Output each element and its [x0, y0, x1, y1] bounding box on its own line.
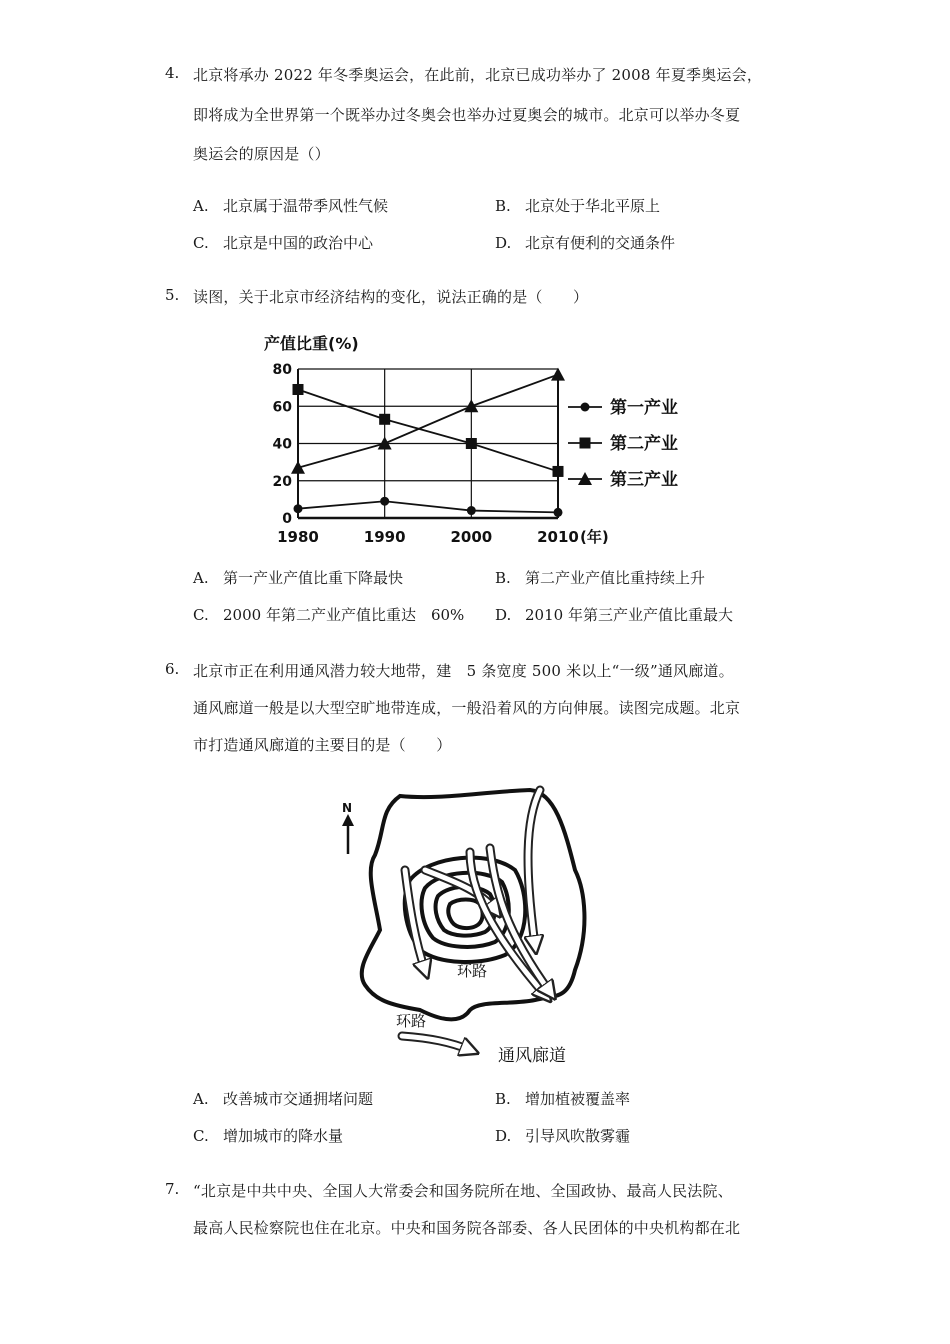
option-label: C.	[193, 234, 209, 252]
option-label: D.	[495, 1127, 512, 1145]
option-d[interactable]	[495, 1125, 630, 1146]
question-number: 5.	[165, 286, 180, 304]
question-stem-line: “北京是中共中央、全国人大常委会和国务院所在地、全国政协、最高人民法院、	[193, 1182, 733, 1200]
chart-xlabel: (年)	[580, 528, 609, 546]
option-text: 增加植被覆盖率	[525, 1090, 631, 1108]
option-text: 北京是中国的政治中心	[223, 234, 374, 252]
north-label: N	[342, 801, 353, 815]
option-a[interactable]	[193, 195, 388, 216]
x-tick-label: 1980	[277, 528, 319, 546]
legend-marker	[581, 403, 590, 412]
question-number: 4.	[165, 64, 180, 82]
data-point	[553, 466, 564, 477]
question-stem-line: 北京将承办 2022 年冬季奥运会，在此前，北京已成功举办了 2008 年夏季奥运会，	[193, 66, 763, 84]
north-arrow-icon	[342, 801, 354, 854]
option-text: 第二产业产值比重持续上升	[525, 569, 706, 587]
x-tick-label: 2010	[537, 528, 579, 546]
y-tick-label: 20	[272, 473, 292, 490]
data-point	[294, 504, 303, 513]
option-a[interactable]	[193, 567, 403, 588]
y-tick-label: 80	[272, 362, 292, 378]
option-text: 改善城市交通拥堵问题	[223, 1090, 374, 1108]
option-text: 北京处于华北平原上	[525, 197, 661, 215]
option-text: 第一产业产值比重下降最快	[223, 569, 404, 587]
chart-grid	[298, 369, 558, 518]
legend-ring-road-label: 环路	[396, 1012, 427, 1030]
x-tick-label: 2000	[450, 528, 493, 546]
series-line	[298, 389, 558, 471]
chart-ylabel: 产值比重(%)	[264, 334, 359, 353]
option-text: 增加城市的降水量	[223, 1127, 344, 1145]
option-c[interactable]	[193, 232, 373, 253]
option-label: A.	[193, 569, 209, 587]
option-text: 引导风吹散雾霾	[525, 1127, 631, 1145]
option-text: 北京属于温带季风性气候	[223, 197, 389, 215]
option-c[interactable]	[193, 1125, 343, 1146]
legend-marker	[580, 438, 591, 449]
option-label: B.	[495, 1090, 511, 1108]
option-label: B.	[495, 197, 511, 215]
industry-share-line-chart	[250, 325, 720, 560]
data-point	[380, 497, 389, 506]
question-stem-line: 即将成为全世界第一个既举办过冬奥会也举办过夏奥会的城市。北京可以举办冬夏	[193, 106, 741, 124]
option-text: 2000 年第二产业产值比重达 60%	[223, 606, 465, 624]
y-tick-label: 40	[272, 436, 292, 453]
question-stem-line: 读图，关于北京市经济结构的变化，说法正确的是（ ）	[193, 288, 589, 306]
option-d[interactable]	[495, 604, 733, 625]
option-label: A.	[193, 1090, 209, 1108]
option-b[interactable]	[495, 1088, 630, 1109]
legend-label: 第二产业	[610, 434, 678, 454]
data-point	[379, 414, 390, 425]
option-label: D.	[495, 606, 512, 624]
data-point	[467, 506, 476, 515]
question-stem-line: 最高人民检察院也住在北京。中央和国务院各部委、各人民团体的中央机构都在北	[193, 1219, 741, 1237]
data-point	[554, 508, 563, 517]
legend-corridor-arrow-icon	[402, 1036, 470, 1050]
option-text: 北京有便利的交通条件	[525, 234, 676, 252]
city-boundary	[362, 790, 585, 1019]
question-stem-line: 奥运会的原因是（）	[193, 145, 330, 163]
option-label: B.	[495, 569, 511, 587]
ventilation-corridor-map	[330, 770, 600, 1075]
data-point	[466, 438, 477, 449]
option-label: A.	[193, 197, 209, 215]
y-tick-label: 60	[272, 399, 292, 416]
series-line	[298, 501, 558, 512]
data-point	[293, 384, 304, 395]
question-stem-line: 通风廊道一般是以大型空旷地带连成，一般沿着风的方向伸展。读图完成题。北京	[193, 699, 741, 717]
legend-corridor-label: 通风廊道	[498, 1046, 566, 1066]
option-a[interactable]	[193, 1088, 373, 1109]
question-stem-line: 北京市正在利用通风潜力较大地带，建 5 条宽度 500 米以上“一级”通风廊道。	[193, 662, 734, 680]
question-stem-line: 市打造通风廊道的主要目的是（ ）	[193, 736, 452, 754]
option-d[interactable]	[495, 232, 675, 253]
option-b[interactable]	[495, 195, 660, 216]
question-number: 6.	[165, 660, 180, 678]
series-line	[298, 375, 558, 468]
ring-road-label: 环路	[457, 962, 488, 980]
option-label: D.	[495, 234, 512, 252]
x-tick-label: 1990	[363, 528, 406, 546]
option-label: C.	[193, 606, 209, 624]
y-tick-label: 0	[282, 511, 292, 527]
legend-label: 第一产业	[610, 398, 678, 418]
chart-series	[291, 368, 565, 517]
legend-label: 第三产业	[610, 470, 678, 490]
option-c[interactable]	[193, 604, 464, 625]
chart-legend	[568, 397, 678, 490]
option-b[interactable]	[495, 567, 705, 588]
option-label: C.	[193, 1127, 209, 1145]
option-text: 2010 年第三产业产值比重最大	[525, 606, 733, 624]
question-number: 7.	[165, 1180, 180, 1198]
